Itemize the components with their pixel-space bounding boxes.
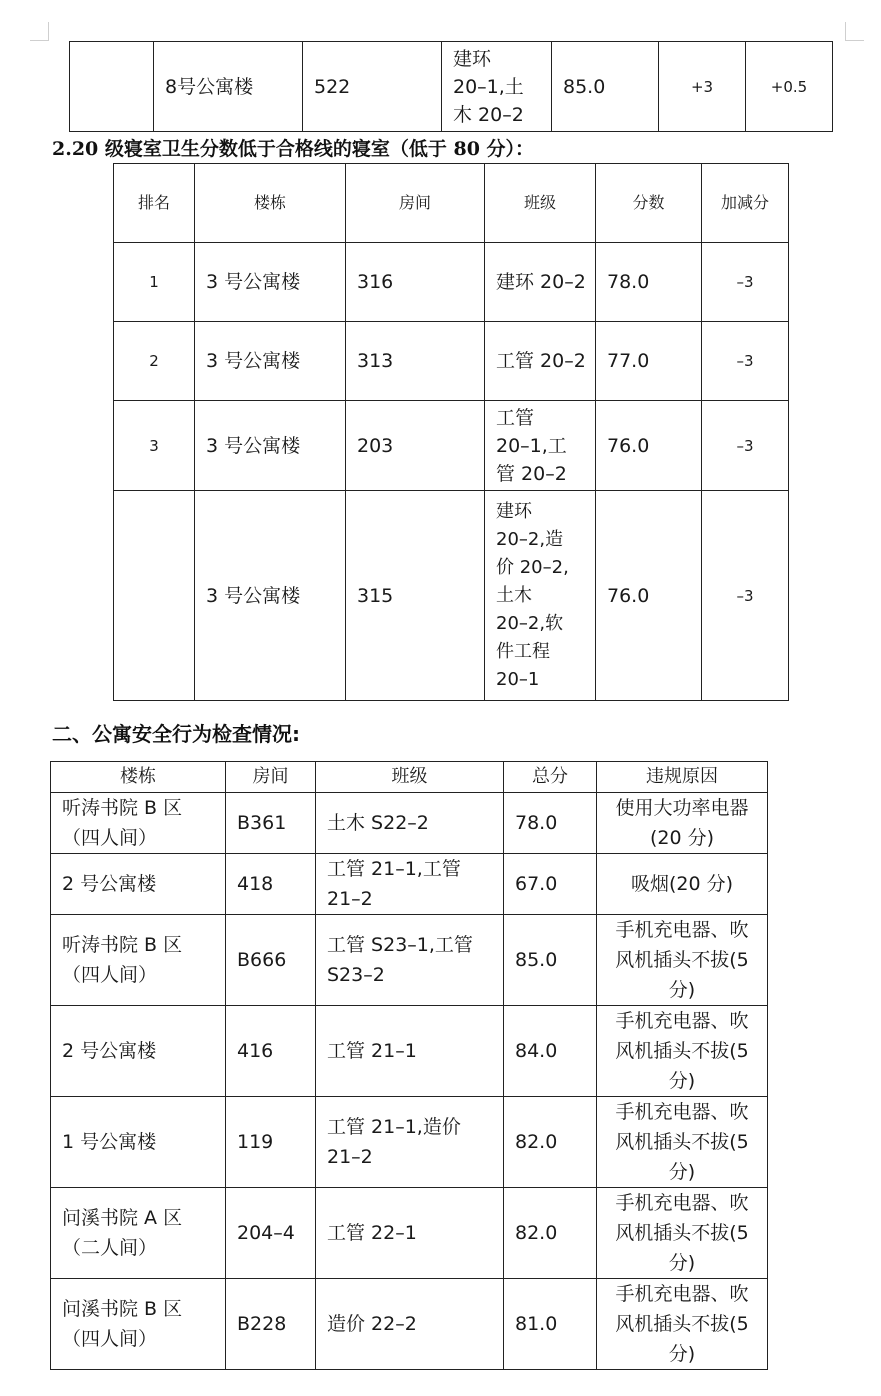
extra-cell: +0.5 — [746, 42, 833, 132]
column-header: 班级 — [485, 164, 596, 243]
section-heading-safety: 二、公寓安全行为检查情况: — [52, 722, 300, 746]
room-cell: B666 — [226, 915, 316, 1006]
score-cell: 78.0 — [504, 793, 597, 854]
reason-cell: 手机充电器、吹 风机插头不拔(5 分) — [597, 1006, 768, 1097]
rank-cell — [70, 42, 154, 132]
table-row — [51, 915, 768, 1006]
class-cell: 建环 20–2 — [485, 243, 596, 322]
rank-cell — [114, 491, 195, 701]
score-cell: 76.0 — [596, 491, 702, 701]
class-cell: 工管 21–1,工管 21–2 — [316, 854, 504, 915]
column-header: 楼栋 — [51, 762, 226, 793]
column-header: 总分 — [504, 762, 597, 793]
table-row — [114, 401, 789, 491]
column-header: 房间 — [226, 762, 316, 793]
score-cell: 85.0 — [504, 915, 597, 1006]
room-cell: 313 — [346, 322, 485, 401]
building-cell: 问溪书院 B 区 （四人间） — [51, 1279, 226, 1370]
reason-cell: 吸烟(20 分) — [597, 854, 768, 915]
reason-cell: 手机充电器、吹 风机插头不拔(5 分) — [597, 1188, 768, 1279]
score-cell: 78.0 — [596, 243, 702, 322]
table-header-row — [51, 762, 768, 793]
room-cell: 315 — [346, 491, 485, 701]
building-cell: 3 号公寓楼 — [195, 322, 346, 401]
table-row — [70, 42, 833, 132]
building-cell: 听涛书院 B 区 （四人间） — [51, 793, 226, 854]
adjustment-cell: –3 — [702, 491, 789, 701]
low-score-table — [113, 163, 789, 701]
column-header: 违规原因 — [597, 762, 768, 793]
class-cell: 工管 S23–1,工管 S23–2 — [316, 915, 504, 1006]
class-cell: 工管 21–1,造价 21–2 — [316, 1097, 504, 1188]
column-header: 房间 — [346, 164, 485, 243]
room-cell: 203 — [346, 401, 485, 491]
room-cell: 316 — [346, 243, 485, 322]
class-cell: 工管 20–2 — [485, 322, 596, 401]
score-cell: 76.0 — [596, 401, 702, 491]
score-cell: 81.0 — [504, 1279, 597, 1370]
rank-cell: 1 — [114, 243, 195, 322]
section-heading-low-score: 2.20 级寝室卫生分数低于合格线的寝室（低于 80 分）： — [52, 138, 535, 160]
class-cell: 建环 20–1,土 木 20–2 — [442, 42, 552, 132]
class-cell: 造价 22–2 — [316, 1279, 504, 1370]
table-row — [51, 1097, 768, 1188]
table-header-row — [114, 164, 789, 243]
table-row — [51, 854, 768, 915]
building-cell: 2 号公寓楼 — [51, 854, 226, 915]
class-cell: 工管 21–1 — [316, 1006, 504, 1097]
top-partial-table — [69, 41, 833, 132]
reason-cell: 手机充电器、吹 风机插头不拔(5 分) — [597, 1097, 768, 1188]
score-cell: 77.0 — [596, 322, 702, 401]
safety-inspection-table — [50, 761, 768, 1370]
page-corner-mark — [845, 22, 864, 41]
score-cell: 82.0 — [504, 1097, 597, 1188]
rank-cell: 3 — [114, 401, 195, 491]
table-row — [51, 793, 768, 854]
building-cell: 3 号公寓楼 — [195, 491, 346, 701]
table-row — [51, 1188, 768, 1279]
room-cell: B361 — [226, 793, 316, 854]
reason-cell: 手机充电器、吹 风机插头不拔(5 分) — [597, 915, 768, 1006]
room-cell: 522 — [303, 42, 442, 132]
building-cell: 听涛书院 B 区 （四人间） — [51, 915, 226, 1006]
room-cell: 416 — [226, 1006, 316, 1097]
column-header: 分数 — [596, 164, 702, 243]
class-cell: 工管 20–1,工 管 20–2 — [485, 401, 596, 491]
reason-cell: 手机充电器、吹 风机插头不拔(5 分) — [597, 1279, 768, 1370]
table-row — [114, 322, 789, 401]
score-cell: 85.0 — [552, 42, 659, 132]
class-cell: 建环 20–2,造 价 20–2, 土木 20–2,软 件工程 20–1 — [485, 491, 596, 701]
adjustment-cell: –3 — [702, 243, 789, 322]
adjustment-cell: –3 — [702, 322, 789, 401]
reason-cell: 使用大功率电器 (20 分) — [597, 793, 768, 854]
building-cell: 3 号公寓楼 — [195, 243, 346, 322]
table-row — [114, 243, 789, 322]
table-row — [51, 1006, 768, 1097]
building-cell: 1 号公寓楼 — [51, 1097, 226, 1188]
score-cell: 84.0 — [504, 1006, 597, 1097]
rank-cell: 2 — [114, 322, 195, 401]
building-cell: 3 号公寓楼 — [195, 401, 346, 491]
class-cell: 工管 22–1 — [316, 1188, 504, 1279]
room-cell: B228 — [226, 1279, 316, 1370]
adjustment-cell: –3 — [702, 401, 789, 491]
bonus-cell: +3 — [659, 42, 746, 132]
column-header: 班级 — [316, 762, 504, 793]
column-header: 排名 — [114, 164, 195, 243]
room-cell: 204–4 — [226, 1188, 316, 1279]
building-cell: 问溪书院 A 区 （二人间） — [51, 1188, 226, 1279]
score-cell: 67.0 — [504, 854, 597, 915]
column-header: 加减分 — [702, 164, 789, 243]
page-corner-mark — [30, 22, 49, 41]
room-cell: 119 — [226, 1097, 316, 1188]
column-header: 楼栋 — [195, 164, 346, 243]
building-cell: 2 号公寓楼 — [51, 1006, 226, 1097]
table-row — [114, 491, 789, 701]
room-cell: 418 — [226, 854, 316, 915]
score-cell: 82.0 — [504, 1188, 597, 1279]
class-cell: 土木 S22–2 — [316, 793, 504, 854]
table-row — [51, 1279, 768, 1370]
building-cell: 8号公寓楼 — [154, 42, 303, 132]
